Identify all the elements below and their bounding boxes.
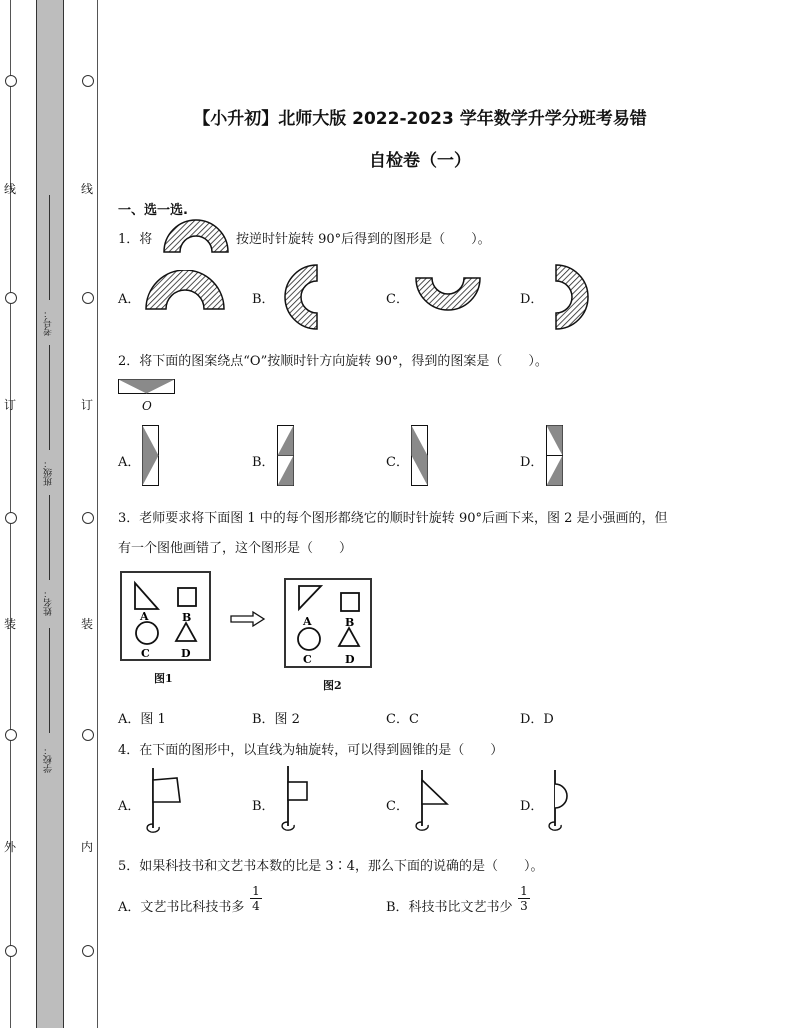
cut-mark-line: 线 xyxy=(3,182,16,196)
q1-option-b[interactable]: B． xyxy=(252,292,275,307)
cut-mark-bind: 装 xyxy=(3,617,16,631)
q2-point-o-label: O xyxy=(142,399,152,413)
question-5-text: 5．如果科技书和文艺书本数的比是 3∶4，那么下面的说确的是（ ）。 xyxy=(118,859,544,874)
q1-option-b-figure xyxy=(278,262,320,332)
q1-option-c-figure xyxy=(412,275,484,315)
binding-hole xyxy=(5,729,17,741)
q5-option-b[interactable] xyxy=(386,896,513,915)
q3-arrow-icon xyxy=(229,610,267,628)
fraction-denominator: 3 xyxy=(518,898,530,913)
page-title: 【小升初】北师大版 2022-2023 学年数学升学分班考易错 xyxy=(193,109,647,129)
q4-option-d-figure xyxy=(546,768,578,834)
fraction-numerator: 1 xyxy=(252,884,260,898)
fig2-label-c: C xyxy=(303,653,312,666)
fig1-label-a: A xyxy=(140,610,149,623)
q1-option-a[interactable]: A． xyxy=(118,292,141,307)
q4-option-a-figure xyxy=(144,766,186,836)
fig1-label-d: D xyxy=(181,647,191,660)
fraction-numerator: 1 xyxy=(520,884,528,898)
q2-option-b[interactable]: B． xyxy=(252,455,275,470)
q3-figure-1 xyxy=(118,569,216,665)
q3-option-d[interactable]: D．D xyxy=(520,712,554,727)
q3-figure-2 xyxy=(282,576,376,672)
q2-option-a-figure xyxy=(142,425,160,487)
class-line xyxy=(49,345,50,450)
binding-band xyxy=(36,0,64,1028)
q4-option-d[interactable]: D． xyxy=(520,799,544,814)
q2-pattern-figure xyxy=(118,379,176,397)
q1-option-d[interactable]: D． xyxy=(520,292,544,307)
q3-option-b[interactable]: B．图 2 xyxy=(252,712,300,727)
fig1-label-b: B xyxy=(182,611,192,624)
q5-option-b-fraction xyxy=(518,884,530,913)
cut-mark-inside: 内 xyxy=(80,840,93,854)
question-3-line1: 3．老师要求将下面图 1 中的每个图形都绕它的顺时针旋转 90°后画下来，图 2 是小强画的，但 xyxy=(118,511,668,526)
name-line xyxy=(49,495,50,580)
q3-option-c[interactable]: C．C xyxy=(386,712,419,727)
fig2-label-b: B xyxy=(345,616,355,629)
q5-option-a-text: A．文艺书比科技书多 xyxy=(118,900,245,915)
q4-option-a[interactable]: A． xyxy=(118,799,141,814)
q4-option-c[interactable]: C． xyxy=(386,799,409,814)
fig2-label-d: D xyxy=(345,653,355,666)
binding-hole xyxy=(5,75,17,87)
q3-option-a[interactable]: A．图 1 xyxy=(118,712,166,727)
q3-figure-1-caption: 图1 xyxy=(154,672,173,685)
binding-hole xyxy=(5,512,17,524)
q1-option-c[interactable]: C． xyxy=(386,292,409,307)
cut-mark-outside: 外 xyxy=(3,840,16,854)
q3-figure-2-caption: 图2 xyxy=(323,679,342,692)
section-heading: 一、选一选. xyxy=(118,203,188,218)
cut-mark-bind: 装 xyxy=(80,617,93,631)
cut-mark-line: 线 xyxy=(80,182,93,196)
binding-hole xyxy=(5,292,17,304)
question-4-text: 4．在下面的图形中，以直线为轴旋转，可以得到圆锥的是（ ） xyxy=(118,743,504,758)
q2-option-c-figure xyxy=(411,425,429,487)
name-label: 姓名： xyxy=(44,589,54,617)
binding-hole xyxy=(82,729,94,741)
q1-option-a-figure xyxy=(143,270,227,312)
cut-mark-order: 订 xyxy=(80,398,93,412)
fraction-denominator: 4 xyxy=(250,898,262,913)
q1-option-d-figure xyxy=(553,262,593,332)
class-label: 班级： xyxy=(44,459,54,487)
question-3-line2: 有一个图他画错了，这个图形是（ ） xyxy=(118,541,353,556)
school-line xyxy=(49,628,50,733)
binding-rail-inner xyxy=(97,0,98,1028)
q4-option-b-figure xyxy=(279,764,315,834)
q2-option-d-figure xyxy=(546,425,564,487)
binding-hole xyxy=(5,945,17,957)
binding-hole xyxy=(82,292,94,304)
school-label: 学校： xyxy=(44,746,54,774)
question-1-prefix: 1．将 xyxy=(118,232,153,247)
q4-option-c-figure xyxy=(413,768,453,834)
cut-mark-order: 订 xyxy=(3,398,16,412)
fig2-label-a: A xyxy=(303,615,312,628)
exam-number-line xyxy=(49,195,50,300)
q4-option-b[interactable]: B． xyxy=(252,799,275,814)
q2-option-c[interactable]: C． xyxy=(386,455,409,470)
fig1-label-c: C xyxy=(141,647,150,660)
exam-number-label: 考号： xyxy=(44,309,54,337)
q2-option-d[interactable]: D． xyxy=(520,455,544,470)
q5-option-a[interactable] xyxy=(118,896,244,915)
binding-hole xyxy=(82,75,94,87)
q2-option-b-figure xyxy=(277,425,295,487)
question-1-text: 按逆时针旋转 90°后得到的图形是（ ）。 xyxy=(236,232,491,247)
q1-arch-figure xyxy=(160,215,232,255)
binding-hole xyxy=(82,945,94,957)
q5-option-b-text: B．科技书比文艺书少 xyxy=(386,900,513,915)
question-2-text: 2．将下面的图案绕点“O”按顺时针方向旋转 90°，得到的图案是（ ）。 xyxy=(118,354,548,369)
q2-option-a[interactable]: A． xyxy=(118,455,141,470)
binding-hole xyxy=(82,512,94,524)
page-subtitle: 自检卷（一） xyxy=(369,151,471,171)
q5-option-a-fraction xyxy=(250,884,262,913)
